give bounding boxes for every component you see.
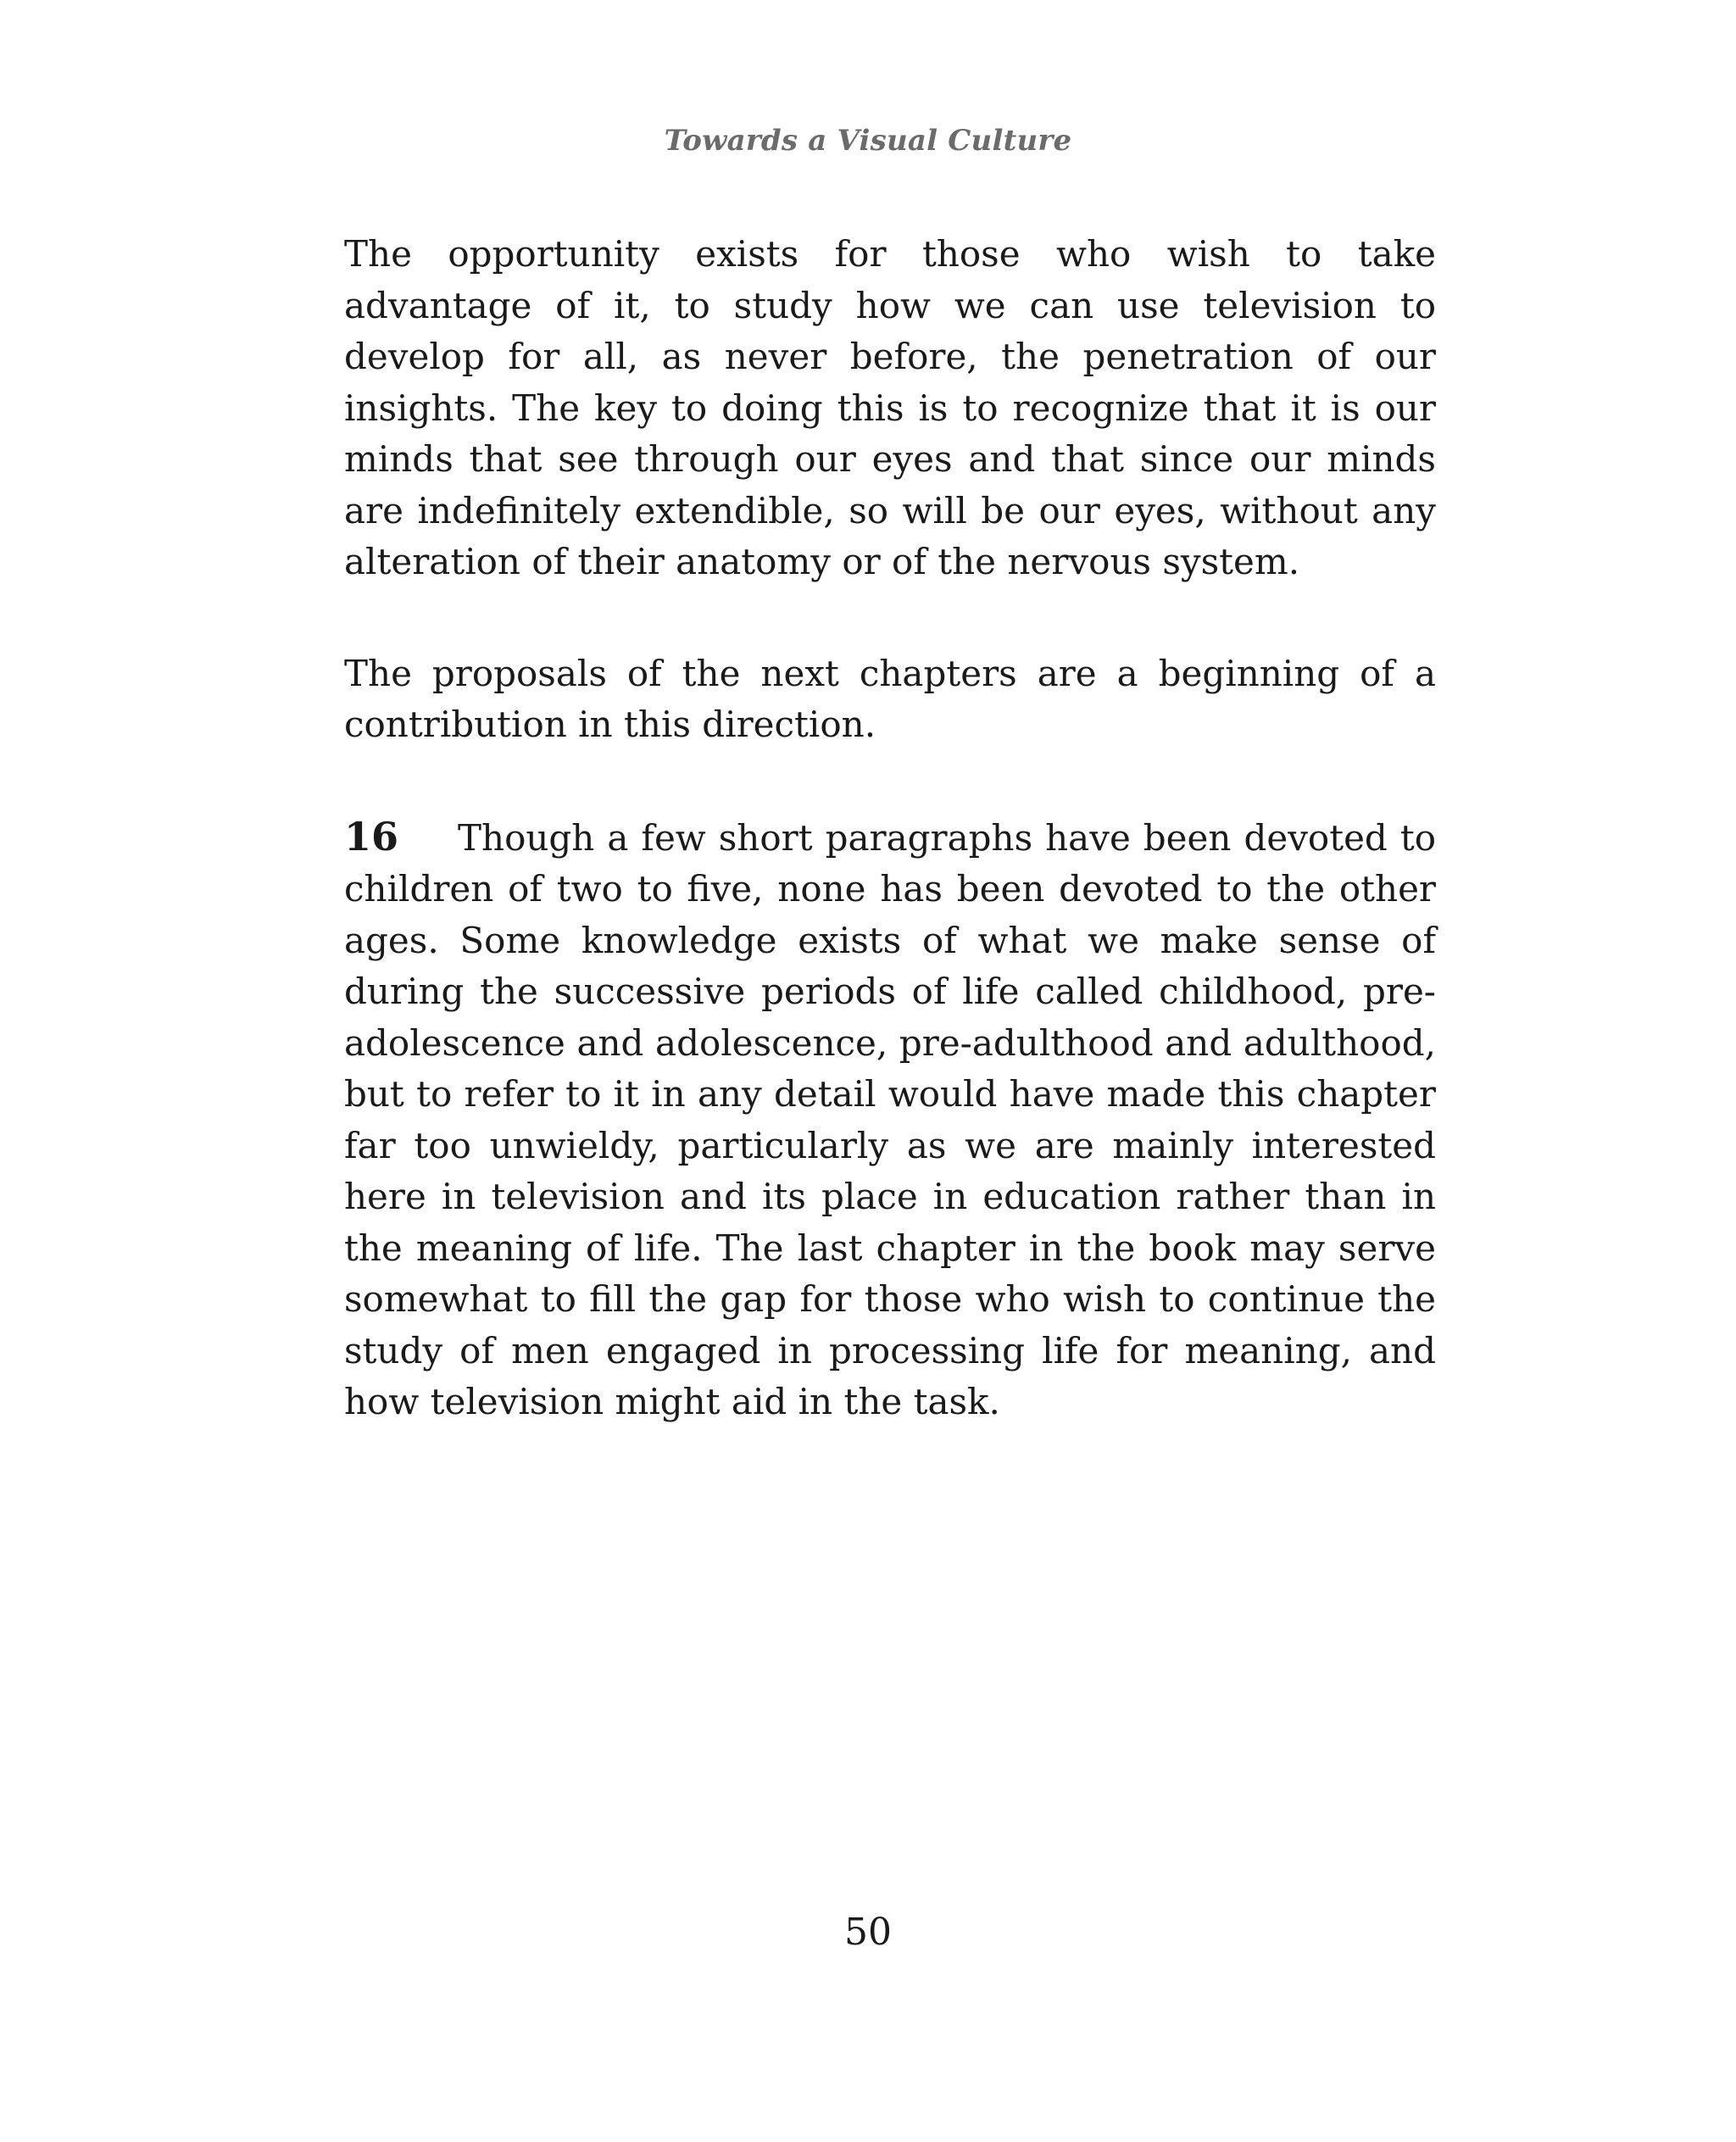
body-text [344, 229, 1436, 1428]
running-header-title: Towards a Visual Culture [664, 124, 1072, 158]
paragraph-section-16 [344, 811, 1436, 1428]
paragraph-proposals: The proposals of the next chapters are a beginning of a contribution in this direction. [344, 652, 1436, 745]
page-number: 50 [844, 1911, 892, 1954]
paragraph-opportunity: The opportunity exists for those who wish to take advantage of it, to study how we can use television to develop for all, as never before, the penetration of our insights. The key to doing this is to recognize that it is our minds that see through our eyes and that since our minds are indefinitely extendible, so will be our eyes, without any alteration of their anatomy or of the nervous system. [344, 233, 1436, 582]
section-number: 16 [344, 813, 399, 860]
paragraph-section-16-text: Though a few short paragraphs have been devoted to children of two to five, none has been devoted to the other ages. Some knowledge exists of what we make sense of during the successive periods of life called childhood, pre-adolescence and adolescence, pre-adulthood and adulthood, but to refer to it in any detail would have made this chapter far too unwieldy, particularly as we are mainly interested here in television and its place in education rather than in the meaning of life. The last chapter in the book may serve somewhat to fill the gap for those who wish to continue the study of men engaged in processing life for meaning, and how television might aid in the task. [344, 816, 1436, 1422]
